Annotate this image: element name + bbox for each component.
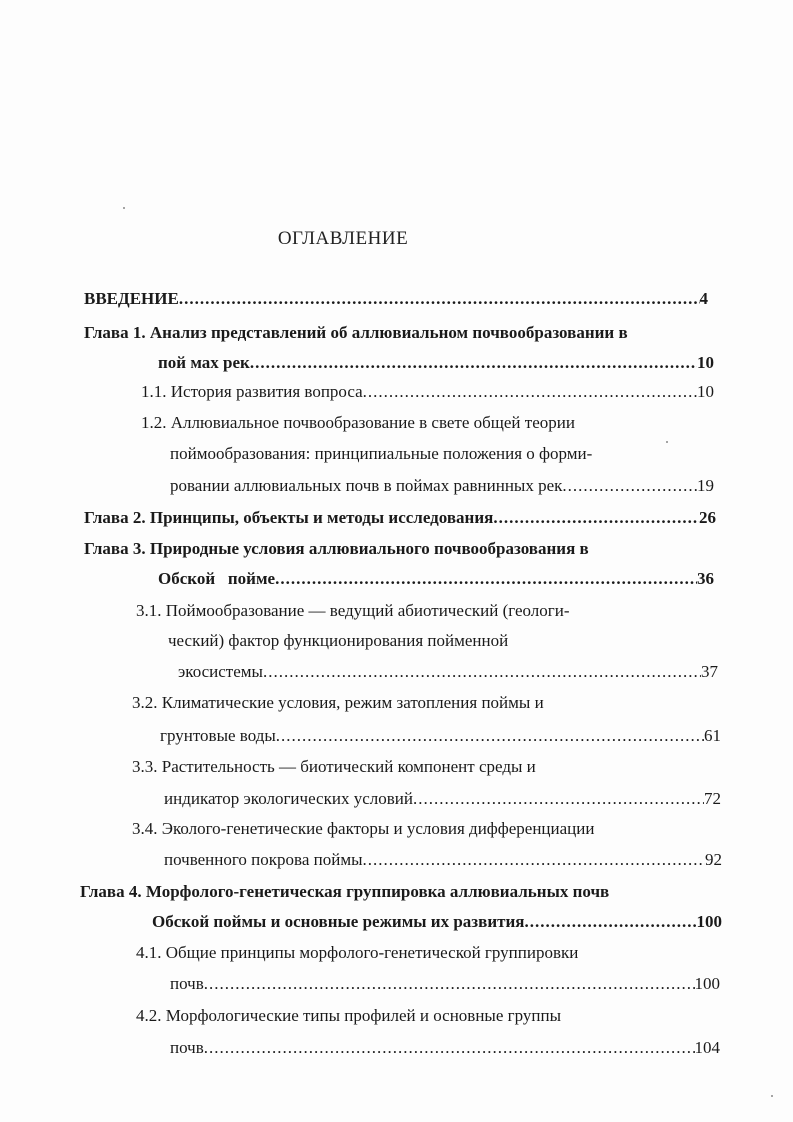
toc-section-3-1-line-3	[178, 660, 718, 684]
toc-page-number: 61	[704, 726, 721, 745]
toc-page-number: 19	[697, 476, 714, 495]
toc-entry-title: пой мах рек	[158, 353, 250, 372]
toc-entry-title: почв	[170, 974, 204, 993]
toc-page-number: 10	[697, 353, 714, 372]
toc-chapter-3-title: Глава 3. Природные условия аллювиального почвообразования в	[84, 539, 589, 558]
toc-entry-title: почв	[170, 1038, 204, 1057]
toc-chapter-3-continuation	[158, 567, 714, 591]
toc-chapter-4-continuation	[152, 910, 722, 934]
toc-section-4-1-line-1: 4.1. Общие принципы морфолого-генетической группировки	[136, 943, 579, 962]
toc-page-number: 26	[699, 508, 716, 527]
toc-section-3-2-line-2	[160, 724, 721, 748]
toc-chapter-4-title: Глава 4. Морфолого-генетическая группировка аллювиальных почв	[80, 882, 610, 901]
scan-speck	[123, 207, 125, 209]
toc-page-number: 100	[696, 912, 722, 931]
toc-section-1-2-line-1: 1.2. Аллювиальное почвообразование в свете общей теории	[141, 413, 575, 432]
toc-page-number: 37	[701, 662, 718, 681]
toc-section-1-2-line-3	[170, 474, 714, 498]
toc-section-1-1	[141, 380, 714, 404]
toc-section-3-2-line-1: 3.2. Климатические условия, режим затопления поймы и	[132, 693, 544, 712]
toc-page-number: 36	[697, 569, 714, 588]
toc-page-number: 104	[694, 1038, 720, 1057]
toc-section-4-2-line-1: 4.2. Морфологические типы профилей и основные группы	[136, 1006, 562, 1025]
toc-entry-title: ВВЕДЕНИЕ	[84, 289, 179, 308]
toc-page-number: 92	[705, 850, 722, 869]
toc-section-3-4-line-2	[164, 848, 722, 872]
toc-entry-introduction	[84, 287, 708, 311]
toc-entry-title: индикатор экологических условий	[164, 789, 413, 808]
toc-section-3-3-line-1: 3.3. Растительность — биотический компонент среды и	[132, 757, 536, 776]
toc-entry-title: Глава 2. Принципы, объекты и методы исследования	[84, 508, 494, 527]
scan-speck	[771, 1095, 773, 1097]
toc-chapter-2	[84, 506, 716, 530]
toc-chapter-1-continuation	[158, 351, 714, 375]
toc-section-1-2-line-2: поймообразования: принципиальные положения о форми-	[170, 444, 593, 463]
toc-section-4-1-line-2	[170, 972, 720, 996]
toc-entry-title: Обской поймы и основные режимы их развития	[152, 912, 525, 931]
toc-entry-title: 1.1. История развития вопроса	[141, 382, 363, 401]
toc-section-3-3-line-2	[164, 787, 721, 811]
toc-page-number: 10	[697, 382, 714, 401]
toc-page-number: 100	[694, 974, 720, 993]
toc-entry-title: грунтовые воды	[160, 726, 276, 745]
toc-entry-title: Обской пойме	[158, 569, 276, 588]
toc-page-number: 72	[704, 789, 721, 808]
toc-section-4-2-line-2	[170, 1036, 720, 1060]
toc-section-3-4-line-1: 3.4. Эколого-генетические факторы и условия дифференциации	[132, 819, 595, 838]
toc-entry-title: экосистемы	[178, 662, 263, 681]
page-title: ОГЛАВЛЕНИЕ	[277, 228, 409, 249]
toc-chapter-1-title: Глава 1. Анализ представлений об аллювиальном почвообразовании в	[84, 323, 628, 342]
toc-page-number: 4	[699, 289, 708, 308]
toc-entry-title: ровании аллювиальных почв в поймах равнинных рек	[170, 476, 563, 495]
toc-entry-title: почвенного покрова поймы	[164, 850, 363, 869]
toc-section-3-1-line-1: 3.1. Поймообразование — ведущий абиотический (геологи-	[136, 601, 570, 620]
scan-speck	[666, 441, 668, 443]
toc-section-3-1-line-2: ческий) фактор функционирования пойменной	[168, 631, 509, 650]
